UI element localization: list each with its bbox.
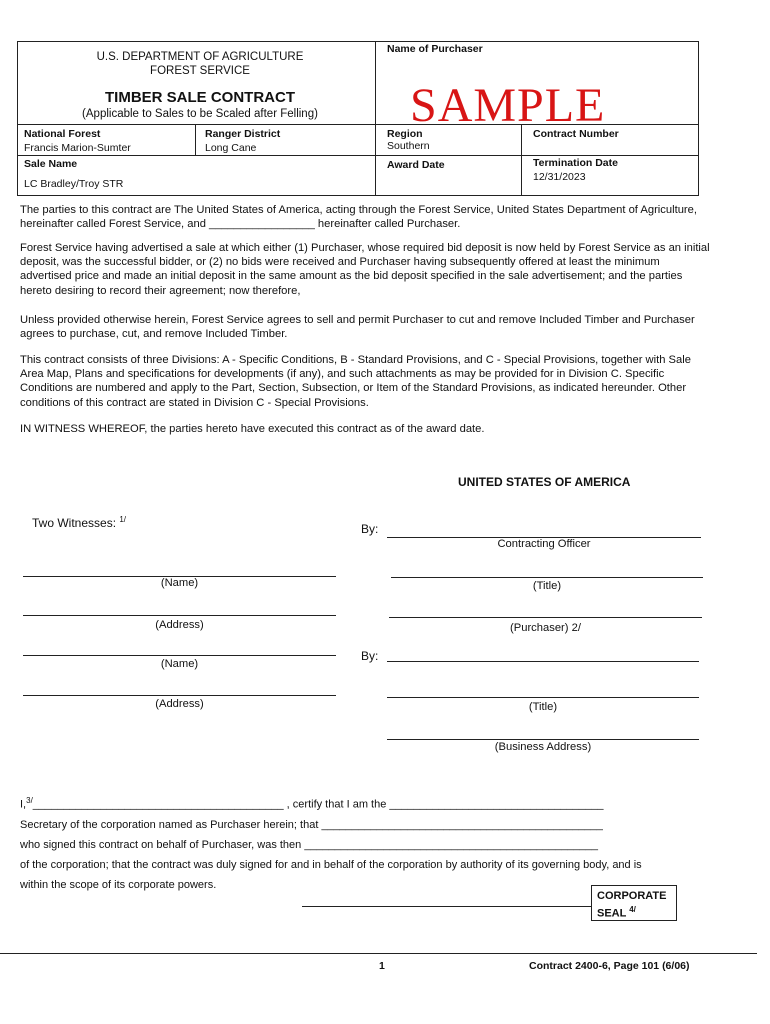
parties-text-c: hereinafter called Purchaser. bbox=[314, 218, 461, 231]
advertised-sale-paragraph: Forest Service having advertised a sale at which either (1) Purchaser, whose required bid deposit is now held by Forest Service as an initial deposit, was the successful bidder, or (2) no bids were received and Purchaser having subsequently offered at least the minimum advertised price and made an initial deposit in the same amount as the bid deposit specified in the sale advertisement; and the parties hereto desiring to record their agreement; now therefore, bbox=[20, 242, 710, 297]
certificate-line-3 bbox=[20, 839, 598, 851]
certificate-line-1 bbox=[20, 796, 604, 811]
footnote-2: 2/ bbox=[571, 622, 581, 634]
national-forest-value: Francis Marion-Sumter bbox=[24, 142, 131, 154]
purchaser-title-caption: (Title) bbox=[528, 701, 558, 713]
purchaser-line[interactable] bbox=[389, 617, 702, 618]
divisions-paragraph: This contract consists of three Divisions: A - Specific Conditions, B - Standard Provisions, and C - Special Provisions, together with Sale Area Map, Plans and specifications for developments (if any), and such attachments as may be provided for in Division C. Specific Conditions are numbered and apply to the Part, Section, Subsection, or Item of the Standard Provisions, as indicated hereunder. Other conditions of this contract are stated in Division C - Special Provisions. bbox=[20, 354, 691, 409]
business-address-caption: (Business Address) bbox=[494, 741, 592, 753]
witness-2-address-line[interactable] bbox=[23, 695, 336, 696]
national-forest-label: National Forest bbox=[24, 128, 101, 140]
certificate-line-5: within the scope of its corporate powers. bbox=[20, 879, 217, 891]
award-date-label: Award Date bbox=[387, 159, 445, 171]
witness-1-address-line[interactable] bbox=[23, 615, 336, 616]
cert-signer-blank[interactable]: ______________________________________________ bbox=[321, 819, 603, 831]
witness-1-name-caption: (Name) bbox=[160, 577, 199, 589]
termination-date-label: Termination Date bbox=[533, 157, 618, 169]
page-subtitle: (Applicable to Sales to be Scaled after Felling) bbox=[82, 108, 318, 120]
cert-i-prefix: I, bbox=[20, 798, 27, 811]
sale-name-label: Sale Name bbox=[24, 158, 78, 170]
header-region-cn-divider bbox=[521, 124, 522, 196]
certificate-line-2 bbox=[20, 819, 603, 831]
officer-title-line[interactable] bbox=[391, 577, 703, 578]
name-of-purchaser-label: Name of Purchaser bbox=[387, 43, 483, 55]
agreement-paragraph: Unless provided otherwise herein, Forest Service agrees to sell and permit Purchaser to cut and remove Included Timber and Purchaser agrees to purchase, cut, and remove Included Timber. bbox=[20, 314, 695, 341]
witness-1-address-caption: (Address) bbox=[155, 619, 204, 631]
seal-line-2-text: SEAL bbox=[597, 907, 630, 920]
sample-watermark: SAMPLE bbox=[410, 79, 606, 132]
parties-text-a: The parties to this contract are The United States of America, acting through the Forest Service, United States Department of Agriculture, bbox=[20, 204, 697, 216]
footnote-4: 4/ bbox=[629, 905, 636, 914]
contract-number-label: Contract Number bbox=[533, 128, 619, 140]
usa-heading: UNITED STATES OF AMERICA bbox=[458, 475, 631, 489]
footnote-3: 3/ bbox=[26, 796, 33, 805]
by-label-2: By: bbox=[361, 649, 379, 663]
parties-purchaser-blank: _________________ bbox=[209, 218, 315, 231]
cert-line1-mid: , certify that I am the bbox=[283, 798, 390, 811]
header-nf-rd-divider bbox=[195, 124, 196, 155]
parties-paragraph bbox=[20, 203, 710, 231]
page-title: TIMBER SALE CONTRACT bbox=[105, 89, 295, 106]
ranger-district-value: Long Cane bbox=[205, 142, 257, 154]
corporate-seal-box bbox=[591, 885, 677, 921]
parties-text-b: hereinafter called Forest Service, and bbox=[20, 218, 210, 231]
purchaser-caption bbox=[389, 622, 702, 634]
witness-2-name-caption: (Name) bbox=[160, 658, 199, 670]
witness-2-address-caption: (Address) bbox=[155, 698, 204, 710]
department-line-1: U.S. DEPARTMENT OF AGRICULTURE bbox=[96, 51, 304, 63]
contracting-officer-caption: Contracting Officer bbox=[497, 538, 591, 550]
certificate-line-4: of the corporation; that the contract was duly signed for and in behalf of the corporation by authority of its governing body, and is bbox=[20, 859, 642, 871]
seal-line-2 bbox=[597, 903, 671, 921]
purchaser-signature-line[interactable] bbox=[387, 661, 699, 662]
footer-rule bbox=[0, 953, 757, 954]
header-center-divider bbox=[375, 41, 376, 196]
department-line-2: FOREST SERVICE bbox=[150, 65, 250, 77]
cert-line2-text: Secretary of the corporation named as Purchaser herein; that bbox=[20, 819, 322, 831]
two-witnesses-label bbox=[32, 515, 126, 530]
purchaser-caption-text: (Purchaser) bbox=[510, 622, 572, 634]
termination-date-value: 12/31/2023 bbox=[533, 171, 586, 183]
two-witnesses-text: Two Witnesses: bbox=[32, 516, 120, 530]
region-label: Region bbox=[387, 128, 423, 140]
page-number: 1 bbox=[379, 960, 385, 972]
form-identifier: Contract 2400-6, Page 101 (6/06) bbox=[529, 960, 690, 972]
secretary-signature-line[interactable] bbox=[302, 906, 591, 907]
header-row1-bottom-line bbox=[17, 155, 699, 156]
cert-signer-title-blank[interactable]: ________________________________________________ bbox=[304, 839, 598, 851]
purchaser-title-line[interactable] bbox=[387, 697, 699, 698]
cert-position-blank[interactable]: ___________________________________ bbox=[389, 798, 604, 811]
sale-name-value: LC Bradley/Troy STR bbox=[24, 178, 124, 190]
footnote-1: 1/ bbox=[119, 515, 127, 524]
ranger-district-label: Ranger District bbox=[205, 128, 281, 140]
witness-paragraph: IN WITNESS WHEREOF, the parties hereto have executed this contract as of the award date. bbox=[20, 423, 485, 435]
by-label-1: By: bbox=[361, 522, 379, 536]
officer-title-caption: (Title) bbox=[532, 580, 562, 592]
cert-line3-text: who signed this contract on behalf of Purchaser, was then bbox=[20, 839, 305, 851]
cert-name-blank[interactable]: _________________________________________ bbox=[32, 798, 284, 811]
business-address-line[interactable] bbox=[387, 739, 699, 740]
region-value: Southern bbox=[387, 140, 430, 152]
seal-line-1: CORPORATE bbox=[597, 890, 667, 902]
witness-2-name-line[interactable] bbox=[23, 655, 336, 656]
